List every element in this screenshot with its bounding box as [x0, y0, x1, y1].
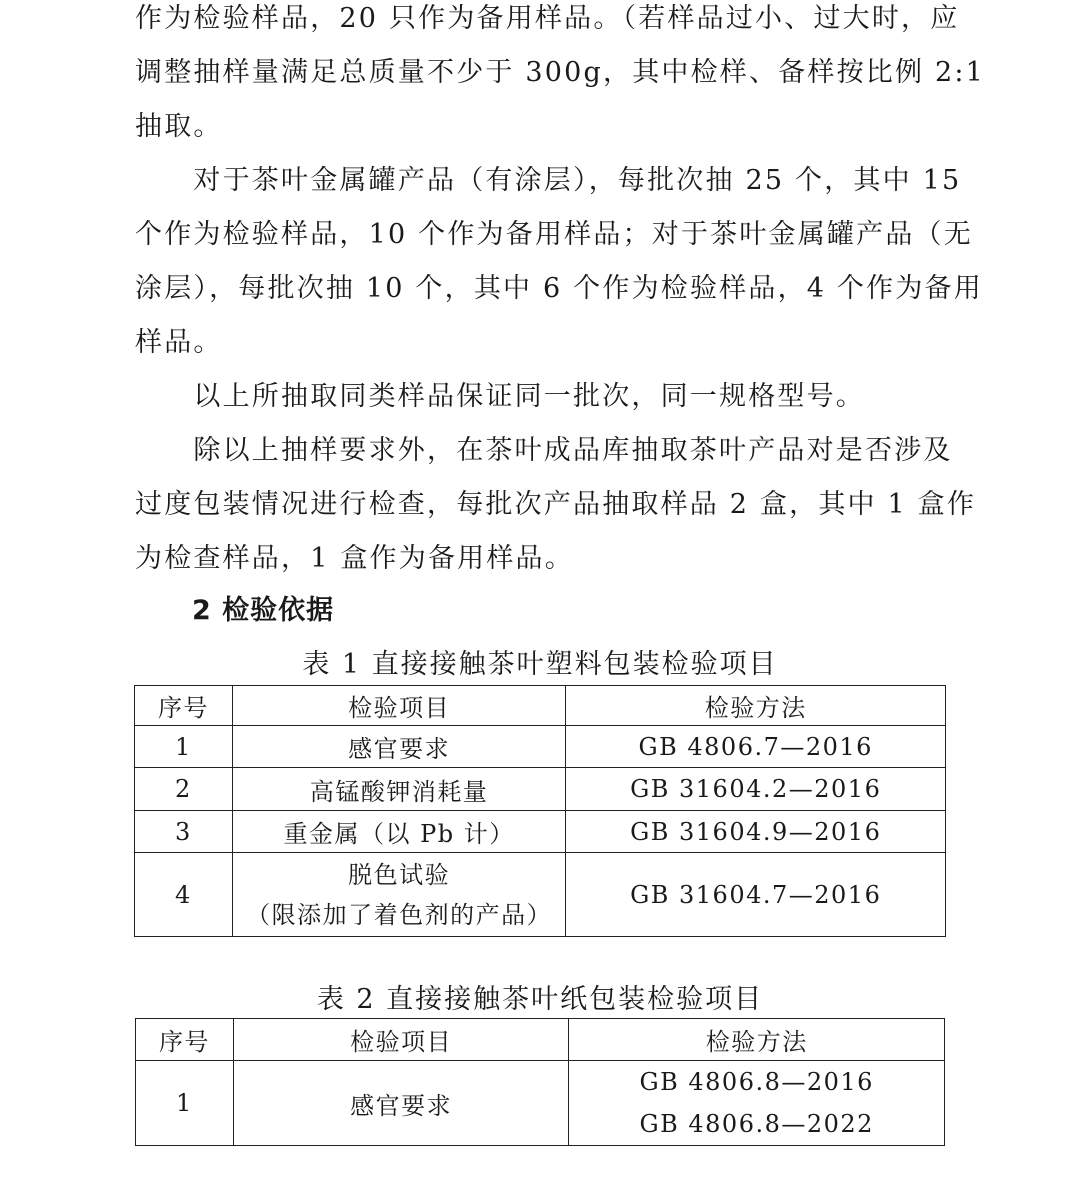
cell-no: 3: [135, 811, 233, 853]
header-no: 序号: [136, 1019, 234, 1061]
cell-method: GB 31604.9—2016: [566, 811, 946, 853]
text-line: 作为检验样品，20 只作为备用样品。（若样品过小、过大时，应: [135, 3, 960, 34]
paragraph-same-batch: [135, 370, 947, 424]
header-no: 序号: [135, 686, 233, 726]
cell-method: GB 31604.7—2016: [566, 853, 946, 937]
cell-method: [569, 1061, 945, 1146]
method-line: GB 4806.8—2022: [639, 1110, 874, 1138]
table1-caption: 表 1 直接接触茶叶塑料包装检验项目: [302, 649, 778, 680]
text-line: 抽取。: [135, 111, 223, 142]
cell-item: [232, 853, 566, 937]
table-row: [136, 1061, 945, 1146]
text-line: 为检查样品，1 盒作为备用样品。: [135, 543, 574, 574]
header-method: 检验方法: [566, 686, 946, 726]
cell-no: 1: [136, 1061, 234, 1146]
text-line: 除以上抽样要求外，在茶叶成品库抽取茶叶产品对是否涉及: [135, 435, 953, 466]
paragraph-metal-can-sampling: [135, 154, 983, 370]
cell-item: 重金属（以 Pb 计）: [232, 811, 566, 853]
cell-no: 4: [135, 853, 233, 937]
paragraph-sampling-continued: [135, 0, 986, 154]
table-header-row: [135, 686, 946, 726]
text-line: 调整抽样量满足总质量不少于 300g，其中检样、备样按比例 2:1: [135, 57, 986, 88]
header-item: 检验项目: [232, 686, 566, 726]
method-line: GB 4806.8—2016: [639, 1068, 874, 1096]
cell-method: GB 31604.2—2016: [566, 768, 946, 811]
paragraph-excess-packaging: [135, 424, 977, 586]
text-line: 过度包装情况进行检查，每批次产品抽取样品 2 盒，其中 1 盒作: [135, 489, 977, 520]
header-method: 检验方法: [569, 1019, 945, 1061]
cell-item: 感官要求: [232, 726, 566, 768]
table-row: [135, 853, 946, 937]
text-line: 样品。: [135, 327, 223, 358]
item-name: 脱色试验: [348, 860, 451, 889]
table-row: [135, 811, 946, 853]
text-line: 涂层），每批次抽 10 个，其中 6 个作为检验样品，4 个作为备用: [135, 273, 983, 304]
text-line: 对于茶叶金属罐产品（有涂层），每批次抽 25 个，其中 15: [135, 165, 962, 196]
table2-caption: 表 2 直接接触茶叶纸包装检验项目: [316, 984, 764, 1015]
text-line: 个作为检验样品，10 个作为备用样品；对于茶叶金属罐产品（无: [135, 219, 973, 250]
table-row: [135, 726, 946, 768]
header-item: 检验项目: [233, 1019, 569, 1061]
table2-paper-packaging: [135, 1018, 945, 1146]
text-line: 以上所抽取同类样品保证同一批次，同一规格型号。: [135, 381, 865, 412]
table1-plastic-packaging: [134, 685, 946, 937]
table-header-row: [136, 1019, 945, 1061]
section-heading: 2 检验依据: [192, 595, 335, 626]
cell-method: GB 4806.7—2016: [566, 726, 946, 768]
table-row: [135, 768, 946, 811]
cell-no: 1: [135, 726, 233, 768]
cell-item: 高锰酸钾消耗量: [232, 768, 566, 811]
cell-item: 感官要求: [233, 1061, 569, 1146]
item-note: （限添加了着色剂的产品）: [246, 900, 553, 929]
cell-no: 2: [135, 768, 233, 811]
